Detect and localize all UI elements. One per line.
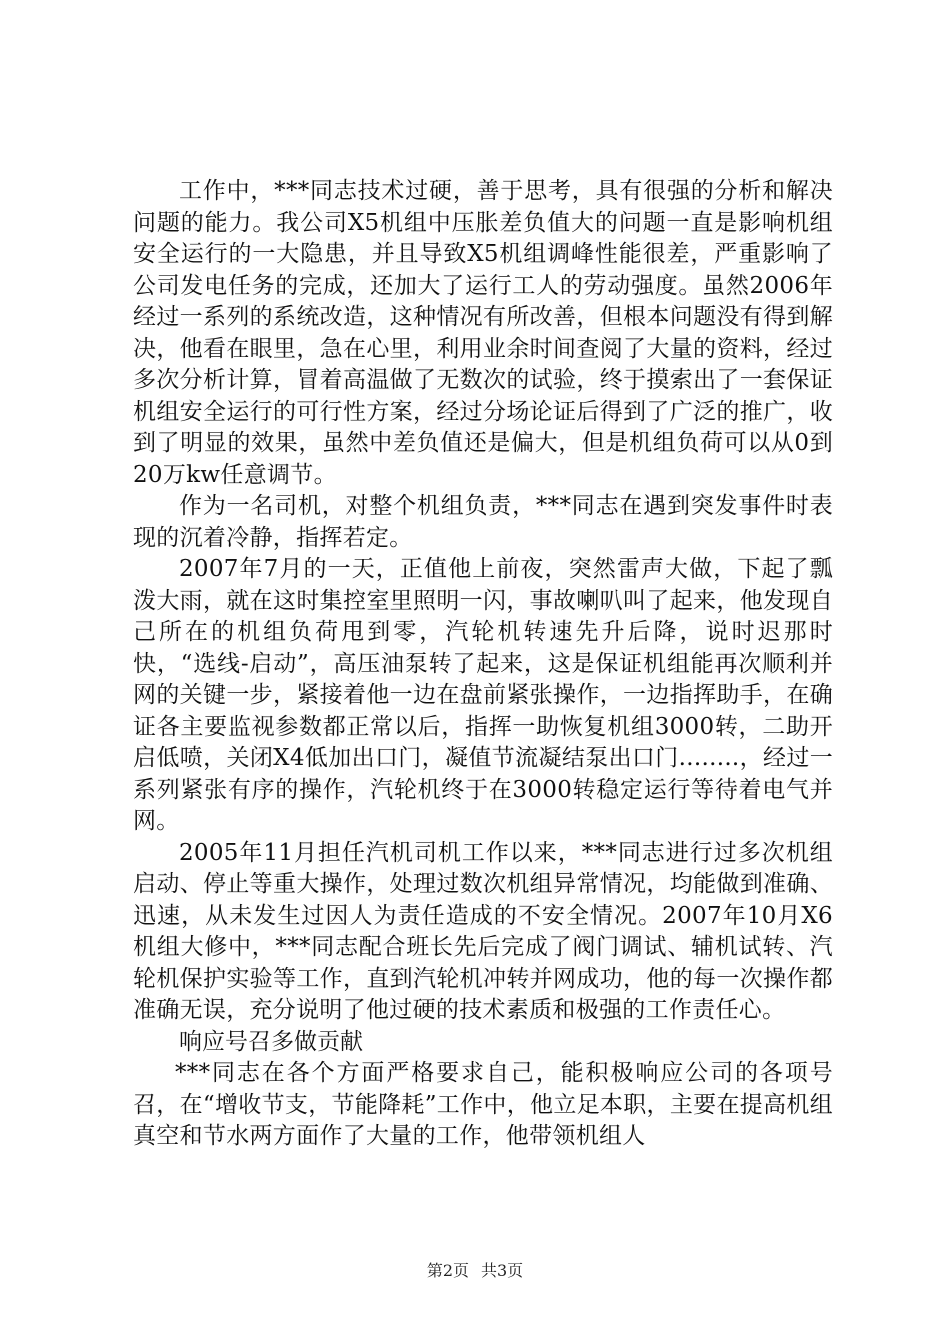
document-body bbox=[133, 176, 833, 1153]
page-number: 第2页 bbox=[426, 1261, 469, 1280]
paragraph-driver-responsibility: 作为一名司机，对整个机组负责，***同志在遇到突发事件时表现的沉着冷静，指挥若定。 bbox=[133, 493, 833, 551]
section-heading: 响应号召多做贡献 bbox=[179, 1028, 363, 1055]
paragraph-energy-saving: ***同志在各个方面严格要求自己，能积极响应公司的各项号召，在“增收节支，节能降耗”工作中，他立足本职，主要在提高机组真空和节水两方面作了大量的工作，他带领机组人 bbox=[133, 1060, 833, 1149]
page-footer bbox=[0, 1258, 950, 1281]
paragraph-operations-record: 2005年11月担任汽机司机工作以来，***同志进行过多次机组启动、停止等重大操作，处理过数次机组异常情况，均能做到准确、迅速，从未发生过因人为责任造成的不安全情况。2007年10月X6机组大修中，***同志配合班长先后完成了阀门调试、辅机试转、汽轮机保护实验等工作，直到汽轮机冲转并网成功，他的每一次操作都准确无误，充分说明了他过硬的技术素质和极强的工作责任心。 bbox=[133, 839, 833, 1023]
page-total: 共3页 bbox=[481, 1261, 524, 1280]
paragraph-technical-skill: 工作中，***同志技术过硬，善于思考，具有很强的分析和解决问题的能力。我公司X5机组中压胀差负值大的问题一直是影响机组安全运行的一大隐患，并且导致X5机组调峰性能很差，严重影响了公司发电任务的完成，还加大了运行工人的劳动强度。虽然2006年经过一系列的系统改造，这种情况有所改善，但根本问题没有得到解决，他看在眼里，急在心里，利用业余时间查阅了大量的资料，经过多次分析计算，冒着高温做了无数次的试验，终于摸索出了一套保证机组安全运行的可行性方案，经过分场论证后得到了广泛的推广，收到了明显的效果，虽然中差负值还是偏大，但是机组负荷可以从0到20万kw任意调节。 bbox=[133, 178, 833, 488]
paragraph-incident-2007: 2007年7月的一天，正值他上前夜，突然雷声大做，下起了瓢泼大雨，就在这时集控室里照明一闪，事故喇叭叫了起来，他发现自己所在的机组负荷甩到零，汽轮机转速先升后降，说时迟那时快，“选线-启动”，高压油泵转了起来，这是保证机组能再次顺利并网的关键一步，紧接着他一边在盘前紧张操作，一边指挥助手，在确证各主要监视参数都正常以后，指挥一助恢复机组3000转，二助开启低喷，关闭X4低加出口门，凝值节流凝结泵出口门........，经过一系列紧张有序的操作，汽轮机终于在3000转稳定运行等待着电气并网。 bbox=[133, 556, 833, 834]
